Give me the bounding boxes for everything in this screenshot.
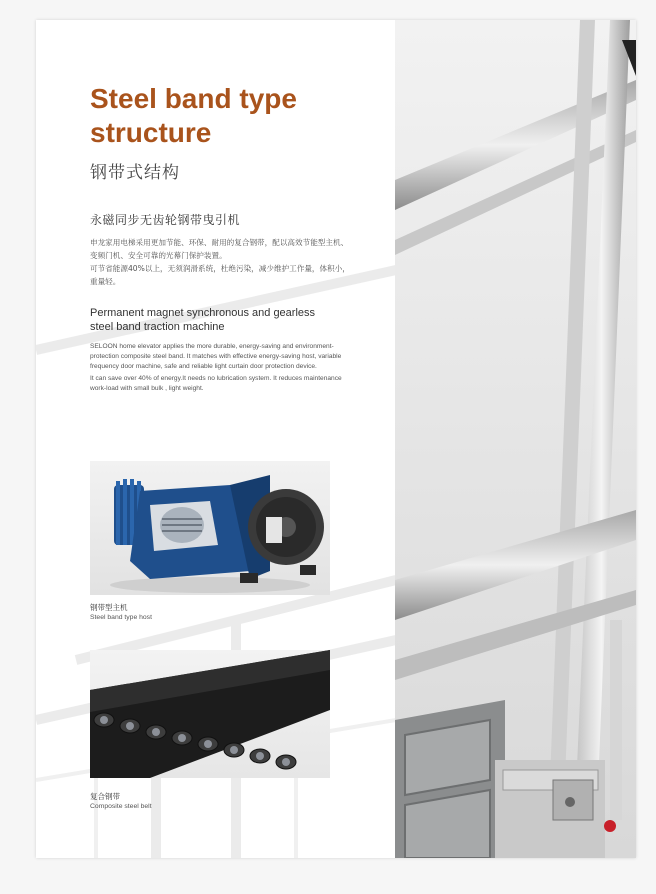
belt-caption bbox=[90, 791, 330, 810]
page-title bbox=[90, 82, 352, 150]
paragraph-english-1: SELOON home elevator applies the more durable, energy-saving and environment-protection composite steel band. It matches with effective energy-saving host, variable frequency door machine, safe and reliable light curtain door protection device. bbox=[90, 343, 342, 370]
belt-caption-chinese: 复合钢带 bbox=[90, 792, 120, 801]
subtitle-english bbox=[90, 306, 352, 334]
belt-caption-english: Composite steel belt bbox=[90, 803, 152, 810]
subtitle-english-line-2: steel band traction machine bbox=[90, 321, 225, 333]
paragraph-english-2: It can save over 40% of energy.It needs no lubrication system. It reduces maintenance work-load with small bulk , light weight. bbox=[90, 375, 342, 392]
host-caption-chinese: 钢带型主机 bbox=[90, 603, 128, 612]
text-column bbox=[90, 82, 352, 394]
host-caption-english: Steel band type host bbox=[90, 614, 152, 621]
title-line-1: Steel band type bbox=[90, 83, 297, 114]
elevator-shaft-photo bbox=[395, 20, 636, 858]
subtitle-english-line-1: Permanent magnet synchronous and gearless bbox=[90, 307, 316, 319]
subtitle-chinese: 永磁同步无齿轮钢带曳引机 bbox=[90, 213, 241, 227]
steel-belt-photo bbox=[90, 650, 330, 778]
corner-marker bbox=[622, 40, 636, 76]
title-line-2: structure bbox=[90, 117, 212, 148]
host-caption bbox=[90, 602, 330, 621]
paragraph-chinese-2: 可节省能源40%以上，无须润滑系统，杜绝污染，减少维护工作量，体积小，重量轻。 bbox=[90, 264, 350, 286]
page-sheet bbox=[36, 20, 636, 858]
traction-machine-illustration bbox=[90, 461, 330, 595]
composite-belt-illustration bbox=[90, 650, 330, 778]
paragraph-chinese-1: 申龙家用电梯采用更加节能、环保、耐用的复合钢带，配以高效节能型主机、变频门机、安全可靠的光幕门保护装置。 bbox=[90, 238, 349, 260]
title-chinese: 钢带式结构 bbox=[90, 163, 180, 183]
host-machine-photo bbox=[90, 461, 330, 595]
